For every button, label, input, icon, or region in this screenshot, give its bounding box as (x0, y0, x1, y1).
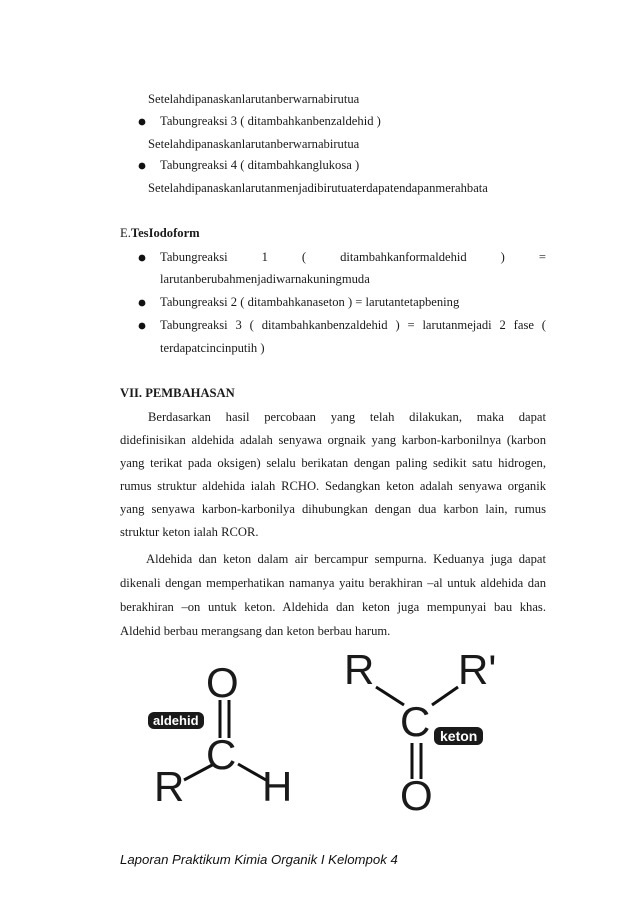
word: ) (395, 318, 400, 332)
hydrogen-atom: H (262, 763, 293, 810)
result-line: Setelahdipanaskanlarutanberwarnabirutua (148, 137, 360, 151)
paragraph-line: yang senyawa karbon-karbonilya dihubungkan dengan dua karbon lain, rumus (120, 502, 546, 516)
ketone-label: keton (434, 727, 483, 745)
oxygen-atom: O (206, 659, 239, 706)
r-group: R (344, 646, 375, 693)
paragraph-line: dikenali dengan memperhatikan namanya yaitu berakhiran –al untuk aldehida dan (120, 576, 546, 590)
word: = (538, 250, 546, 264)
paragraph-line: Aldehid berbau merangsang dan keton berbau harum. (120, 624, 391, 638)
paragraph-line: Berdasarkan hasil percobaan yang telah dilakukan, maka dapat (148, 410, 546, 424)
word: = (407, 318, 415, 332)
paragraph-line: didefinisikan aldehida adalah senyawa orgnaik yang karbon-karbonilnya (karbon (120, 433, 546, 447)
bullet-item-justified (160, 250, 546, 265)
r-group: R (154, 763, 185, 810)
section-heading-prefix: E. (120, 226, 131, 240)
bullet-item-continuation: larutanberubahmenjadiwarnakuningmuda (160, 272, 370, 286)
word: ) (500, 250, 505, 264)
carbon-atom: C (206, 731, 237, 778)
bullet-icon (138, 322, 146, 330)
bullet-item: Tabungreaksi 3 ( ditambahkanbenzaldehid ) (160, 114, 381, 128)
word: ( (301, 250, 307, 264)
word: larutanmejadi (422, 318, 492, 332)
section-heading: VII. PEMBAHASAN (120, 386, 235, 400)
word: ( (249, 318, 254, 332)
page-footer: Laporan Praktikum Kimia Organik I Kelompok 4 (120, 852, 398, 867)
word: 3 (235, 318, 242, 332)
bullet-icon (138, 254, 146, 262)
word: Tabungreaksi (160, 318, 228, 332)
word: ditambahkanbenzaldehid (261, 318, 388, 332)
paragraph-line: struktur keton ialah RCOR. (120, 525, 259, 539)
word: 1 (261, 250, 268, 264)
paragraph-line: yang terikat pada oksigen) selalu berikatan dengan paling sedikit satu hidrogen, (120, 456, 546, 470)
result-line: Setelahdipanaskanlarutanberwarnabirutua (148, 92, 360, 106)
bullet-icon (138, 162, 146, 170)
bullet-item-continuation: terdapatcincinputih ) (160, 341, 265, 355)
paragraph-line: rumus struktur aldehida ialah RCHO. Sedangkan keton adalah senyawa organik (120, 479, 546, 493)
ketone-structure (340, 645, 510, 819)
bullet-icon (138, 118, 146, 126)
aldehyde-label: aldehid (148, 712, 204, 729)
oxygen-atom: O (400, 772, 433, 819)
section-heading-title: TesIodoform (130, 226, 200, 240)
section-heading (120, 226, 200, 241)
result-line: Setelahdipanaskanlarutanmenjadibirutuaterdapatendapanmerahbata (148, 181, 488, 195)
bullet-item-justified (160, 318, 546, 333)
word: ditambahkanformaldehid (340, 250, 467, 264)
word: 2 (499, 318, 506, 332)
carbon-atom: C (400, 698, 431, 745)
word: Tabungreaksi (160, 250, 228, 264)
bullet-item: Tabungreaksi 4 ( ditambahkanglukosa ) (160, 158, 360, 172)
word: fase (513, 318, 534, 332)
bullet-icon (138, 299, 146, 307)
r-prime-group: R' (458, 646, 497, 693)
paragraph-line: Aldehida dan keton dalam air bercampur sempurna. Keduanya juga dapat (146, 552, 546, 566)
word: ( (541, 318, 546, 332)
bullet-item: Tabungreaksi 2 ( ditambahkanaseton ) = larutantetapbening (160, 295, 460, 309)
aldehyde-structure (140, 660, 300, 810)
paragraph-line: berakhiran –on untuk keton. Aldehida dan keton juga mempunyai bau khas. (120, 600, 546, 614)
